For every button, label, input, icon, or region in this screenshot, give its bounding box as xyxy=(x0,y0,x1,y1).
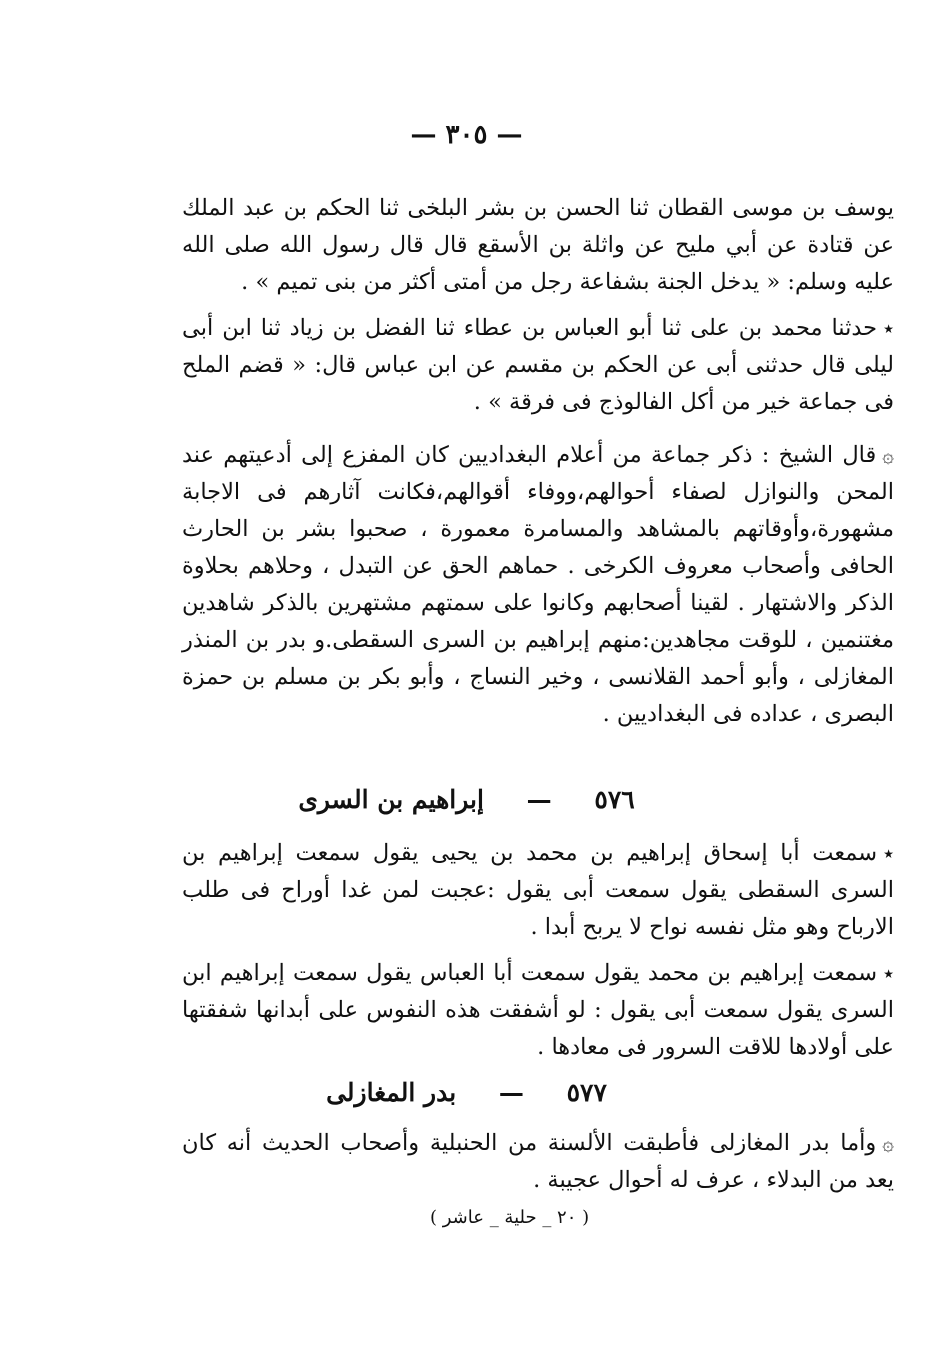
star-marker-icon: ٭ xyxy=(883,841,894,865)
flower-marker-icon: ۞ xyxy=(882,1131,894,1155)
paragraph-text: سمعت إبراهيم بن محمد يقول سمعت أبا العباس يقول سمعت إبراهيم ابن السرى يقول سمعت أبى يقول : لو أشفقت هذه النفوس على أبدانها شفقتها على أولادها للاقت السرور فى معادها . xyxy=(182,960,894,1060)
entry-dash: — xyxy=(498,1078,524,1107)
flower-marker-icon: ۞ xyxy=(882,443,894,467)
paragraph-text: سمعت أبا إسحاق إبراهيم بن محمد بن يحيى يقول سمعت إبراهيم بن السرى السقطى يقول سمعت أبى يقول :عجبت لمن غدا أوراح فى طلب الارباح وهو مثل نفسه نواح لا يربح أبدا . xyxy=(182,840,894,940)
entry-number: ٥٧٦ xyxy=(594,785,635,814)
entry-576-paragraph-1 xyxy=(182,835,894,946)
paragraph-text: قال الشيخ : ذكر جماعة من أعلام البغداديين كان المفزع إلى أدعيتهم عند المحن والنوازل لصفاء أحوالهم،ووفاء أقوالهم،فكانت آثارهم فى الاجابة مشهورة،وأوقاتهم بالمشاهد والمسامرة معمورة ، صحبوا بشر بن الحارث الحافى وأصحاب معروف الكرخى . حماهم الحق عن التبدل ، وحلاهم بحلاوة الذكر والاشتهار . لقينا أصحابهم وكانوا على سمتهم مشتهرين بالذكر شاهدين مغتنمين ، للوقت مجاهدين:منهم إبراهيم بن السرى السقطى.و بدر بن المنذر المغازلى ، وأبو أحمد القلانسى ، وخير النساج ، وأبو بكر بن مسلم بن حمزة البصرى ، عداده فى البغداديين . xyxy=(182,442,894,727)
paragraph-text: يوسف بن موسى القطان ثنا الحسن بن بشر البلخى ثنا الحكم بن عبد الملك عن قتادة عن أبي مليح عن واثلة بن الأسقع قال قال رسول الله صلى الله عليه وسلم: « يدخل الجنة بشفاعة رجل من أمتى أكثر من بنى تميم » . xyxy=(182,195,894,295)
entry-576-paragraph-2 xyxy=(182,955,894,1066)
page-number: — ٣٠٥ — xyxy=(410,120,523,150)
entry-dash: — xyxy=(526,785,552,814)
paragraph-text: وأما بدر المغازلى فأطبقت الألسنة من الحنبلية وأصحاب الحديث أنه كان يعد من البدلاء ، عرف له أحوال عجيبة . xyxy=(182,1130,894,1193)
footer-signature: ( ٢٠ _ حلية _ عاشر ) xyxy=(430,1207,590,1228)
star-marker-icon: ٭ xyxy=(883,316,894,340)
entry-heading-576 xyxy=(0,785,933,814)
paragraph-hadith-2 xyxy=(182,310,894,421)
entry-577-paragraph-1 xyxy=(182,1125,894,1199)
paragraph-text: حدثنا محمد بن على ثنا أبو العباس بن عطاء ثنا الفضل بن زياد ثنا ابن أبى ليلى قال حدثنى أبى عن الحكم بن مقسم عن ابن عباس قال: « قضم الملح فى جماعة خير من أكل الفالوذج فى فرقة » . xyxy=(182,315,894,415)
entry-title: إبراهيم بن السرى xyxy=(298,785,484,814)
entry-title: بدر المغازلى xyxy=(326,1078,457,1107)
entry-number: ٥٧٧ xyxy=(566,1078,607,1107)
paragraph-hadith-1 xyxy=(182,190,894,301)
star-marker-icon: ٭ xyxy=(883,961,894,985)
entry-heading-577 xyxy=(0,1078,933,1107)
paragraph-sheikh-intro xyxy=(182,437,894,733)
